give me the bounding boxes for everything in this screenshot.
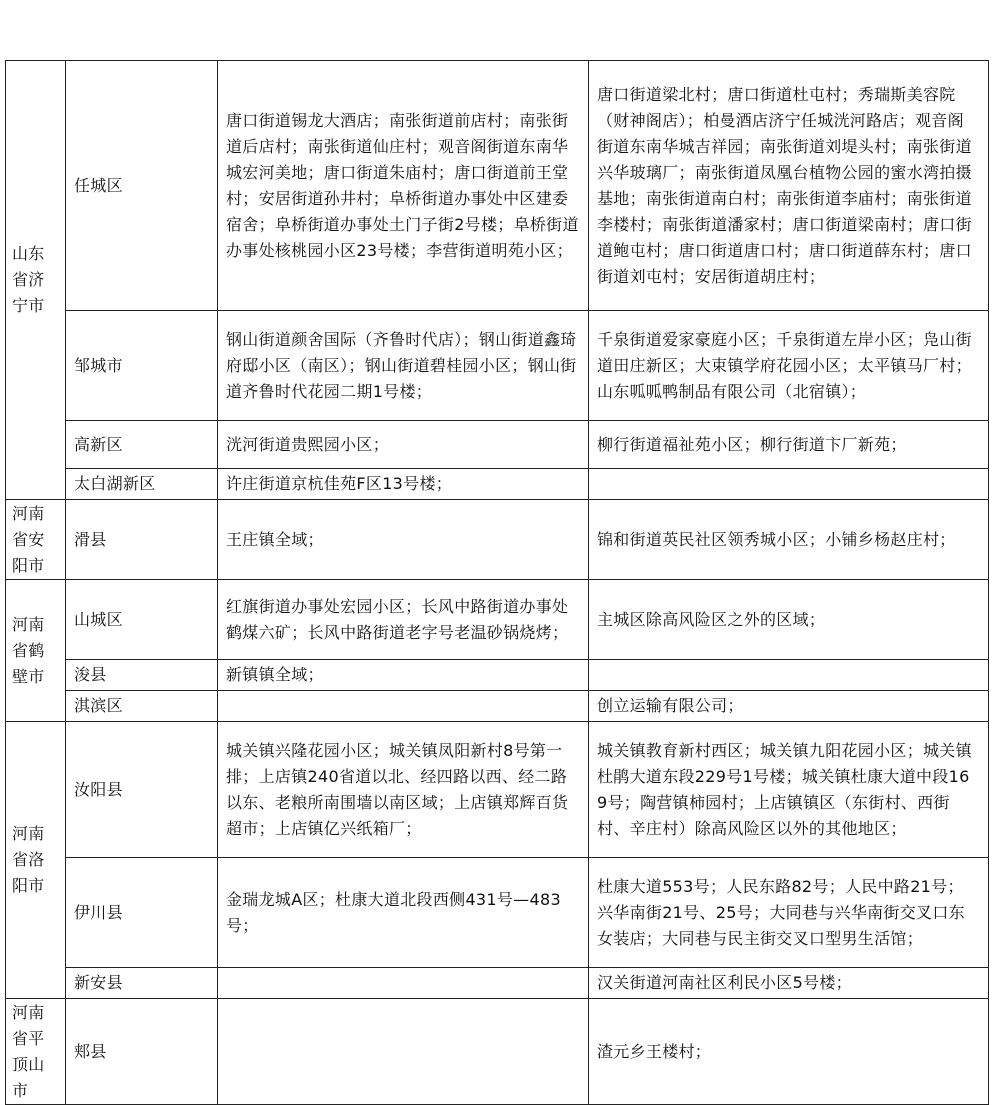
low-risk-cell: 渣元乡王楼村； — [589, 999, 989, 1105]
low-risk-cell: 唐口街道梁北村；唐口街道杜屯村；秀瑞斯美容院（财神阁店）；柏曼酒店济宁任城洸河路店；观音阁街道东南华城吉祥园；南张街道刘堤头村；南张街道兴华玻璃厂；南张街道凤凰台植物公园的蜜水湾拍摄基地；南张街道南白村；南张街道李庙村；南张街道李楼村；南张街道潘家村；唐口街道梁南村；唐口街道鲍屯村；唐口街道唐口村；唐口街道薛东村；唐口街道刘屯村；安居街道胡庄村； — [589, 61, 989, 311]
county-cell: 伊川县 — [66, 858, 218, 968]
table-row — [6, 469, 989, 500]
table-row — [6, 858, 989, 968]
medium-risk-cell — [218, 691, 589, 722]
county-cell: 滑县 — [66, 500, 218, 580]
low-risk-cell: 杜康大道553号；人民东路82号；人民中路21号；兴华南街21号、25号；大同巷与兴华南街交叉口东女装店；大同巷与民主街交叉口型男生活馆； — [589, 858, 989, 968]
county-cell: 太白湖新区 — [66, 469, 218, 500]
medium-risk-cell: 金瑞龙城A区；杜康大道北段西侧431号—483号； — [218, 858, 589, 968]
low-risk-cell: 城关镇教育新村西区；城关镇九阳花园小区；城关镇杜鹃大道东段229号1号楼；城关镇杜康大道中段169号；陶营镇柿园村；上店镇镇区（东街村、西街村、辛庄村）除高风险区以外的其他地区； — [589, 722, 989, 858]
table-row — [6, 999, 989, 1105]
low-risk-cell: 创立运输有限公司； — [589, 691, 989, 722]
county-cell: 任城区 — [66, 61, 218, 311]
province-cell: 河南省鹤壁市 — [6, 580, 66, 722]
table-row — [6, 691, 989, 722]
province-cell: 河南省平顶山市 — [6, 999, 66, 1105]
low-risk-cell: 柳行街道福祉苑小区；柳行街道卞厂新苑； — [589, 421, 989, 469]
risk-area-table — [5, 60, 989, 1105]
table-row — [6, 968, 989, 999]
county-cell: 郏县 — [66, 999, 218, 1105]
province-cell: 山东省济宁市 — [6, 61, 66, 500]
low-risk-cell — [589, 469, 989, 500]
table-row — [6, 580, 989, 660]
province-cell: 河南省安阳市 — [6, 500, 66, 580]
province-cell: 河南省洛阳市 — [6, 722, 66, 999]
medium-risk-cell: 许庄街道京杭佳苑F区13号楼； — [218, 469, 589, 500]
medium-risk-cell: 钢山街道颜舍国际（齐鲁时代店）；钢山街道鑫琦府邸小区（南区）；钢山街道碧桂园小区；钢山街道齐鲁时代花园二期1号楼； — [218, 311, 589, 421]
table-row — [6, 660, 989, 691]
medium-risk-cell: 红旗街道办事处宏园小区；长风中路街道办事处鹤煤六矿；长风中路街道老字号老温砂锅烧烤； — [218, 580, 589, 660]
medium-risk-cell: 唐口街道锡龙大酒店；南张街道前店村；南张街道后店村；南张街道仙庄村；观音阁街道东南华城宏河美地；唐口街道朱庙村；唐口街道前王堂村；安居街道孙井村；阜桥街道办事处中区建委宿舍；阜桥街道办事处土门子街2号楼；阜桥街道办事处核桃园小区23号楼；李营街道明苑小区； — [218, 61, 589, 311]
medium-risk-cell: 洸河街道贵熙园小区； — [218, 421, 589, 469]
table-row — [6, 722, 989, 858]
low-risk-cell: 锦和街道英民社区领秀城小区；小铺乡杨赵庄村； — [589, 500, 989, 580]
table-row — [6, 421, 989, 469]
county-cell: 高新区 — [66, 421, 218, 469]
low-risk-cell: 汉关街道河南社区利民小区5号楼； — [589, 968, 989, 999]
medium-risk-cell — [218, 999, 589, 1105]
low-risk-cell — [589, 660, 989, 691]
county-cell: 淇滨区 — [66, 691, 218, 722]
county-cell: 浚县 — [66, 660, 218, 691]
table-row — [6, 61, 989, 311]
low-risk-cell: 千泉街道爱家豪庭小区；千泉街道左岸小区；凫山街道田庄新区；大束镇学府花园小区；太平镇马厂村；山东呱呱鸭制品有限公司（北宿镇）； — [589, 311, 989, 421]
county-cell: 汝阳县 — [66, 722, 218, 858]
low-risk-cell: 主城区除高风险区之外的区域； — [589, 580, 989, 660]
table-row — [6, 500, 989, 580]
county-cell: 新安县 — [66, 968, 218, 999]
table-row — [6, 311, 989, 421]
medium-risk-cell — [218, 968, 589, 999]
medium-risk-cell: 新镇镇全域； — [218, 660, 589, 691]
county-cell: 邹城市 — [66, 311, 218, 421]
medium-risk-cell: 王庄镇全域； — [218, 500, 589, 580]
medium-risk-cell: 城关镇兴隆花园小区；城关镇凤阳新村8号第一排；上店镇240省道以北、经四路以西、经二路以东、老粮所南围墙以南区域；上店镇郑辉百货超市；上店镇亿兴纸箱厂； — [218, 722, 589, 858]
county-cell: 山城区 — [66, 580, 218, 660]
